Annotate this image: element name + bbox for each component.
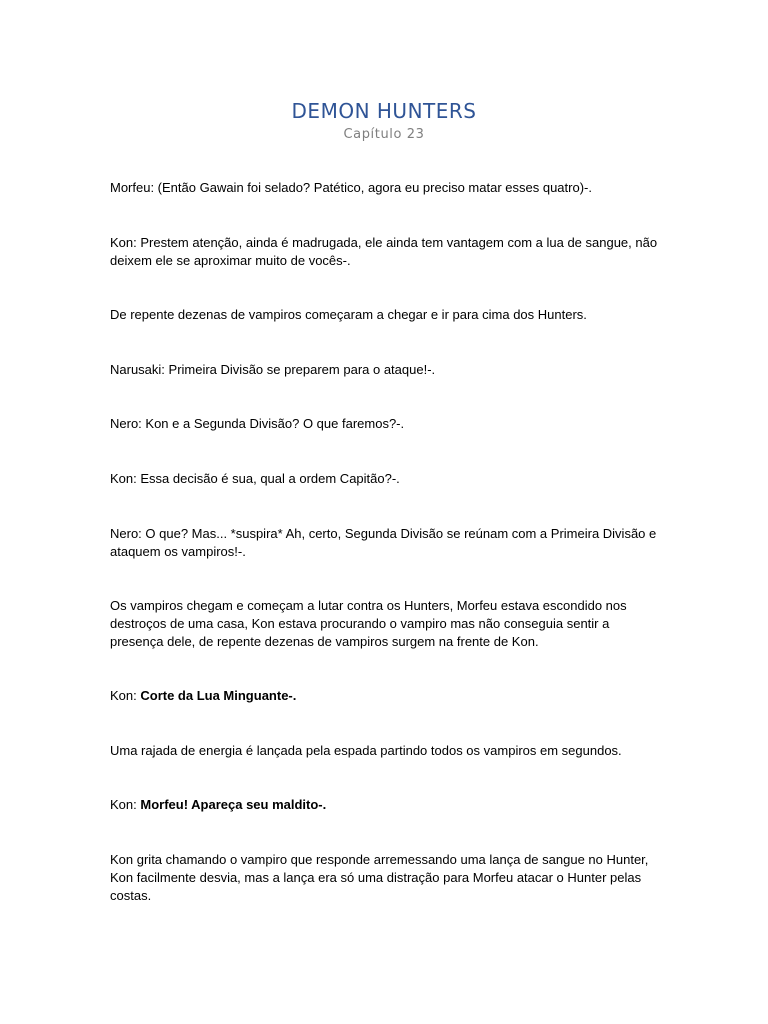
paragraph-bold-text: Morfeu! Apareça seu maldito-. — [140, 797, 327, 812]
paragraph-bold-text: Corte da Lua Minguante-. — [140, 688, 297, 703]
paragraph-speaker: Kon: — [110, 797, 141, 812]
paragraph — [110, 415, 660, 433]
paragraph — [110, 597, 660, 651]
paragraph — [110, 525, 660, 561]
paragraph-text: Kon grita chamando o vampiro que responde arremessando uma lança de sangue no Hunter, Kon facilmente desvia, mas a lança era só uma distração para Morfeu atacar o Hunter pelas costas. — [110, 852, 649, 903]
paragraph — [110, 179, 660, 197]
document-header — [0, 97, 768, 145]
paragraph-text: Uma rajada de energia é lançada pela espada partindo todos os vampiros em segundos. — [110, 743, 622, 758]
document-title: DEMON HUNTERS — [291, 99, 477, 123]
paragraph — [110, 687, 660, 705]
chapter-subtitle: Capítulo 23 — [343, 127, 425, 142]
paragraph — [110, 470, 660, 488]
paragraph — [110, 306, 660, 324]
paragraph-text: Os vampiros chegam e começam a lutar contra os Hunters, Morfeu estava escondido nos destroços de uma casa, Kon estava procurando o vampiro mas não conseguia sentir a presença dele, de repente dezenas de vampiros surgem na frente de Kon. — [110, 598, 627, 649]
paragraph — [110, 361, 660, 379]
paragraph — [110, 851, 660, 905]
paragraph-text: Morfeu: (Então Gawain foi selado? Patético, agora eu preciso matar esses quatro)-. — [110, 180, 592, 195]
paragraph — [110, 742, 660, 760]
paragraph-text: Nero: Kon e a Segunda Divisão? O que faremos?-. — [110, 416, 405, 431]
paragraph-text: Nero: O que? Mas... *suspira* Ah, certo, Segunda Divisão se reúnam com a Primeira Divisão e ataquem os vampiros!-. — [110, 526, 657, 559]
paragraph-text: Kon: Essa decisão é sua, qual a ordem Capitão?-. — [110, 471, 400, 486]
paragraph — [110, 796, 660, 814]
paragraph-speaker: Kon: — [110, 688, 141, 703]
paragraph-text: Kon: Prestem atenção, ainda é madrugada, ele ainda tem vantagem com a lua de sangue, não deixem ele se aproximar muito de vocês-. — [110, 235, 658, 268]
paragraph-text: Narusaki: Primeira Divisão se preparem para o ataque!-. — [110, 362, 436, 377]
paragraph — [110, 234, 660, 270]
paragraph-text: De repente dezenas de vampiros começaram a chegar e ir para cima dos Hunters. — [110, 307, 587, 322]
